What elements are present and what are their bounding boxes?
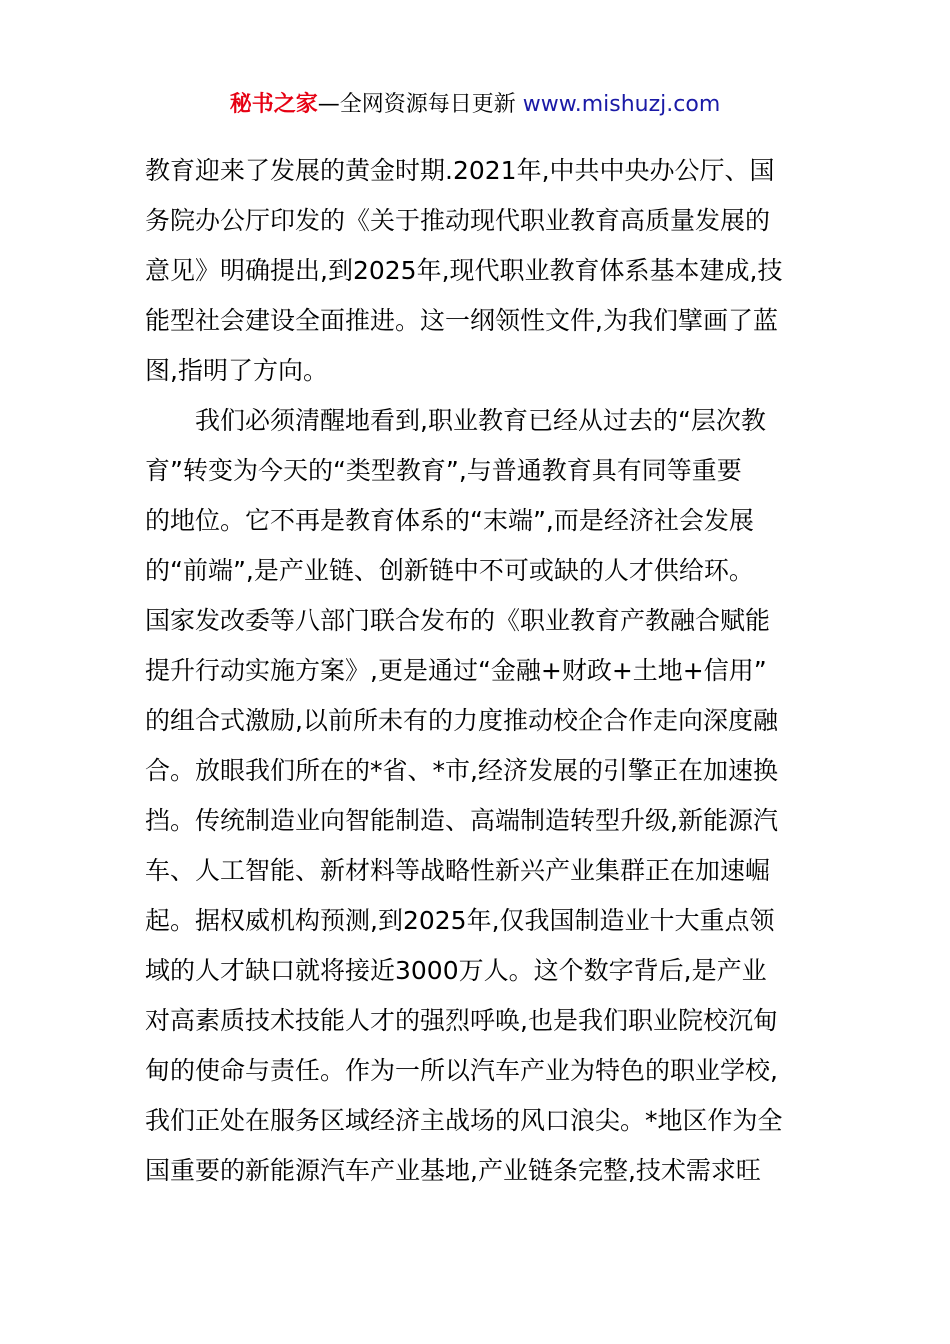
header-url-link[interactable]: www.mishuzj.com <box>522 92 721 117</box>
text-line: 的地位。它不再是教育体系的“末端”,而是经济社会发展 <box>145 506 754 535</box>
text-line: 国家发改委等八部门联合发布的《职业教育产教融合赋能 <box>145 606 771 635</box>
text-line: 图,指明了方向。 <box>145 356 328 385</box>
text-line: 车、人工智能、新材料等战略性新兴产业集群正在加速崛 <box>145 856 771 885</box>
text-line: 起。据权威机构预测,到2025年,仅我国制造业十大重点领 <box>145 906 775 935</box>
header-brand: 秘书之家 <box>229 92 318 117</box>
header-tagline: —全网资源每日更新 <box>317 92 516 117</box>
page-header <box>0 88 950 122</box>
text-line: 甸的使命与责任。作为一所以汽车产业为特色的职业学校, <box>145 1056 778 1085</box>
text-line: 我们必须清醒地看到,职业教育已经从过去的“层次教 <box>145 406 766 435</box>
text-line: 能型社会建设全面推进。这一纲领性文件,为我们擘画了蓝 <box>145 306 778 335</box>
text-line: 合。放眼我们所在的*省、*市,经济发展的引擎正在加速换 <box>145 756 778 785</box>
text-line: 国重要的新能源汽车产业基地,产业链条完整,技术需求旺 <box>145 1156 761 1185</box>
text-line: 的组合式激励,以前所未有的力度推动校企合作走向深度融 <box>145 706 778 735</box>
text-line: 教育迎来了发展的黄金时期.2021年,中共中央办公厅、国 <box>145 156 775 185</box>
text-line: 我们正处在服务区域经济主战场的风口浪尖。*地区作为全 <box>145 1106 783 1135</box>
text-line: 意见》明确提出,到2025年,现代职业教育体系基本建成,技 <box>145 256 783 285</box>
text-line: 对高素质技术技能人才的强烈呼唤,也是我们职业院校沉甸 <box>145 1006 778 1035</box>
text-line: 的“前端”,是产业链、创新链中不可或缺的人才供给环。 <box>145 556 754 585</box>
body-text <box>145 146 810 1196</box>
text-line: 挡。传统制造业向智能制造、高端制造转型升级,新能源汽 <box>145 806 778 835</box>
text-line: 育”转变为今天的“类型教育”,与普通教育具有同等重要 <box>145 456 742 485</box>
text-line: 域的人才缺口就将接近3000万人。这个数字背后,是产业 <box>145 956 767 985</box>
text-line: 务院办公厅印发的《关于推动现代职业教育高质量发展的 <box>145 206 771 235</box>
text-line: 提升行动实施方案》,更是通过“金融+财政+土地+信用” <box>145 656 767 685</box>
